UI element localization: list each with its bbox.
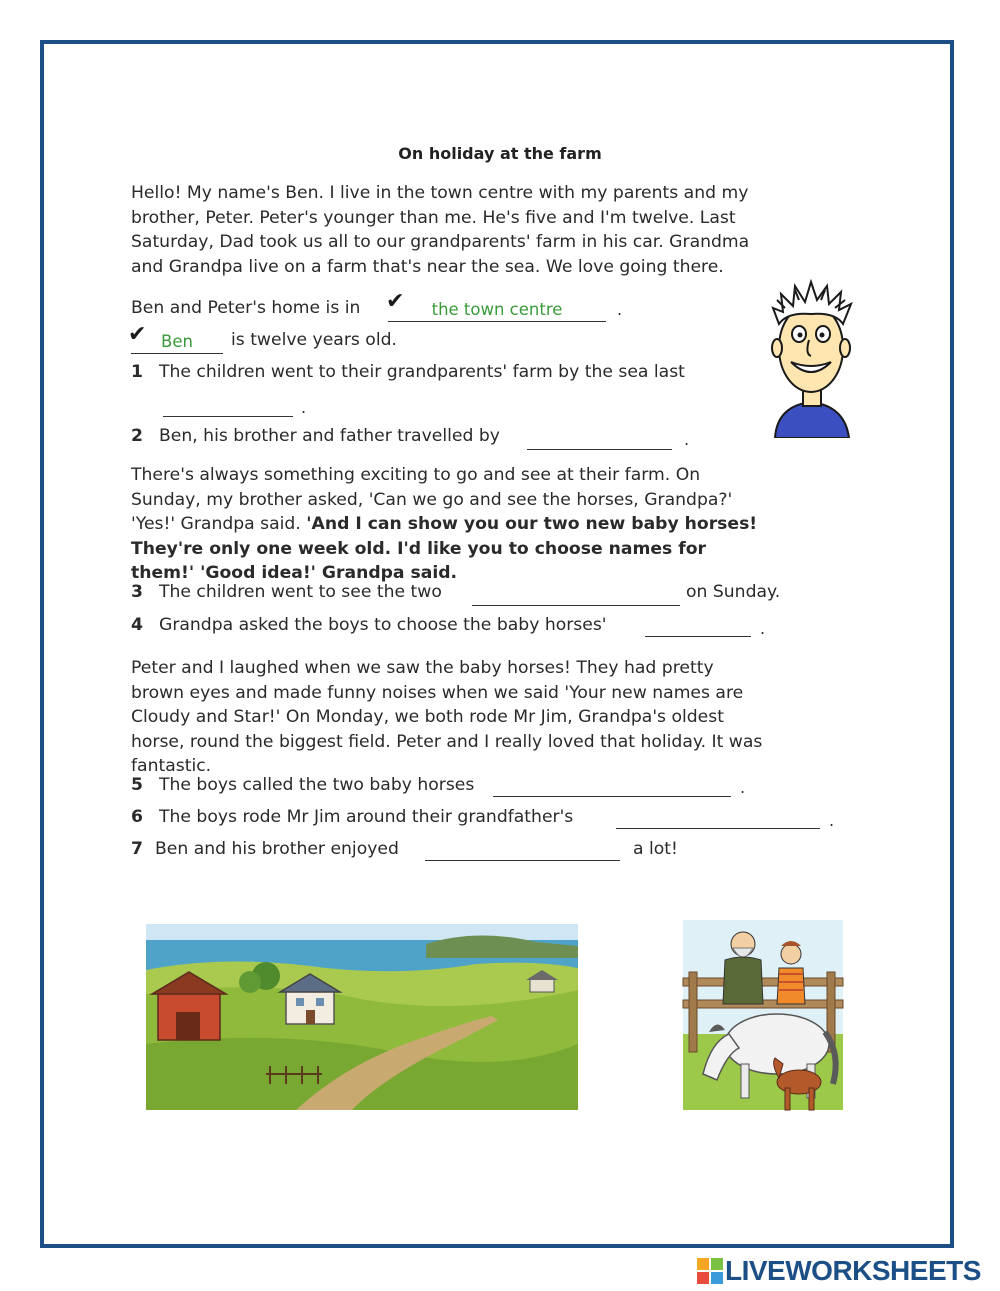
question-7-after: a lot! [633,839,678,859]
answer-2-input[interactable] [527,426,672,450]
question-number: 5 [131,775,143,795]
answer-1-input[interactable] [163,393,293,417]
question-number: 2 [131,426,143,446]
question-text: The children went to see the two [159,582,442,602]
question-1 [131,362,685,382]
answer-5-input[interactable] [493,773,731,797]
check-icon: ✔ [128,322,147,347]
question-5 [131,775,474,795]
check-icon: ✔ [386,289,405,314]
period: . [740,778,746,797]
worksheet-title: On holiday at the farm [398,144,602,163]
liveworksheets-logo-icon [697,1258,723,1284]
period: . [617,300,623,319]
ben-cartoon-illustration [765,278,857,438]
story-paragraph-1: Hello! My name's Ben. I live in the town centre with my parents and my brother, Peter. Peter's younger than me. He's five and I'm twelve. Last Saturday, Dad took us all to our grandparents' farm in his car. Grandma and Grandpa live on a farm that's near the sea. We love going there. [131,183,750,277]
farm-landscape-illustration [146,924,578,1110]
example-2-text: is twelve years old. [231,330,397,350]
question-number: 7 [131,839,143,859]
liveworksheets-logo [697,1256,981,1286]
question-2 [131,426,500,446]
grandpa-boy-horses-illustration [681,914,847,1126]
story-paragraph-2 [131,463,771,586]
question-number: 1 [131,362,143,382]
question-3-after: on Sunday. [686,582,781,602]
period: . [760,619,766,638]
question-7 [131,839,399,859]
period: . [301,398,307,417]
question-6 [131,807,573,827]
question-number: 3 [131,582,143,602]
question-text: Ben and his brother enjoyed [155,839,399,859]
question-number: 6 [131,807,143,827]
period: . [684,430,690,449]
story-paragraph-2b: 'And I can show you our two new baby horses! They're only one week old. I'd like you to choose names for them!' 'Good idea!' Grandpa said. [131,514,758,583]
answer-3-input[interactable] [472,582,680,606]
answer-7-input[interactable] [425,837,620,861]
example-2-answer[interactable] [131,330,223,354]
question-text: The boys called the two baby horses [159,775,475,795]
example-1-answer[interactable] [388,298,606,322]
question-3 [131,582,442,602]
question-4 [131,615,607,635]
story-paragraph-2a: There's always something exciting to go and see at their farm. On Sunday, my brother asked, 'Can we go and see the horses, Grandpa?' 'Yes!' Grandpa said. [131,465,733,534]
period: . [829,811,835,830]
liveworksheets-logo-text: LIVEWORKSHEETS [725,1255,981,1286]
question-text: The children went to their grandparents' farm by the sea last [159,362,685,382]
answer-6-input[interactable] [616,805,820,829]
example-1-text: Ben and Peter's home is in [131,298,361,318]
question-text: Grandpa asked the boys to choose the baby horses' [159,615,607,635]
question-text: Ben, his brother and father travelled by [159,426,500,446]
answer-4-input[interactable] [645,613,751,637]
question-text: The boys rode Mr Jim around their grandfather's [159,807,574,827]
story-paragraph-3: Peter and I laughed when we saw the baby horses! They had pretty brown eyes and made funny noises when we said 'Your new names are Cloudy and Star!' On Monday, we both rode Mr Jim, Grandpa's oldest horse, round the biggest field. Peter and I really loved that holiday. It was fantastic. [131,658,763,776]
question-number: 4 [131,615,143,635]
